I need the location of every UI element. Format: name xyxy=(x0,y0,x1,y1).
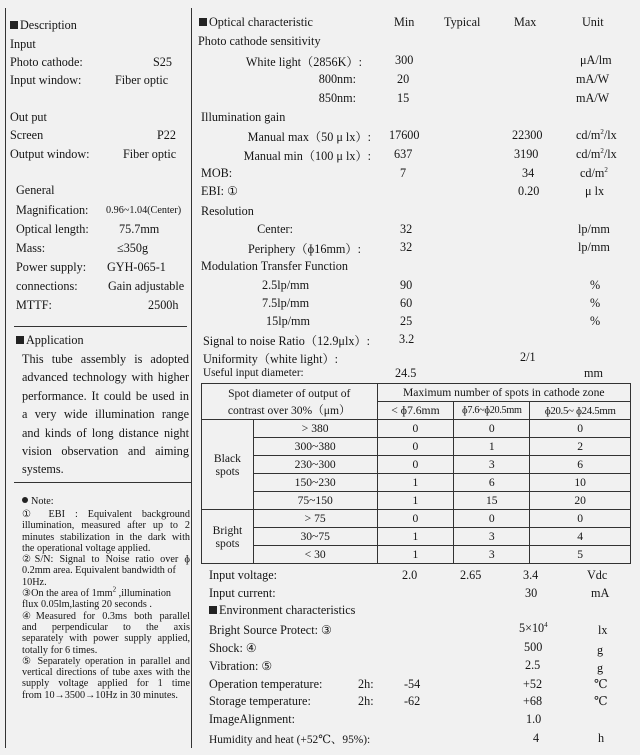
useful-diameter-unit: mm xyxy=(584,366,603,380)
spots-table xyxy=(201,383,631,564)
table-cell: 2 xyxy=(530,438,631,456)
table-row xyxy=(202,474,631,492)
note-line: from 10→3500→10Hz in 30 minutes. xyxy=(22,689,178,701)
manual-max-label: Manual max（50 μ lx）: xyxy=(247,130,371,144)
mtf25-min: 90 xyxy=(400,278,413,292)
mtf-heading: Modulation Transfer Function xyxy=(201,259,348,273)
screen-value: P22 xyxy=(157,128,176,142)
note-line: the operational voltage applied. xyxy=(22,542,151,554)
note-line: illumination, measured after up to 2 xyxy=(22,520,190,532)
table-cell: 0 xyxy=(377,456,454,474)
note-title: Note: xyxy=(22,496,54,507)
table-row xyxy=(202,456,631,474)
mtf15-unit: % xyxy=(590,314,601,328)
spot-diameter-cell: 150~230 xyxy=(253,474,377,492)
table-cell: 0 xyxy=(530,510,631,528)
input-current-unit: mA xyxy=(591,586,610,600)
table-cell: 0 xyxy=(454,510,530,528)
note-text xyxy=(22,509,190,701)
application-line: and kinds of long distance night xyxy=(22,425,189,440)
input-current-max: 30 xyxy=(525,586,538,600)
bright-source-unit: lx xyxy=(598,623,608,637)
table-cell: 0 xyxy=(377,420,454,438)
table-cell: 0 xyxy=(454,420,530,438)
mttf-label: MTTF: xyxy=(16,298,52,312)
note-line: ②S/N: Signal to Noise ratio over ɸ xyxy=(22,554,190,566)
manual-max-min: 17600 xyxy=(389,128,420,142)
photo-cathode-value: S25 xyxy=(153,55,172,69)
input-voltage-typ: 2.65 xyxy=(460,568,482,582)
table-row xyxy=(202,384,631,402)
periphery-min: 32 xyxy=(400,240,413,254)
manual-max-unit: $cd/m^2/lx$ xyxy=(576,127,617,142)
snr-min: 3.2 xyxy=(399,332,415,346)
output-window-label: Output window: xyxy=(10,147,90,161)
uniformity-label: Uniformity（white light）: xyxy=(203,352,339,366)
photo-cathode-label: Photo cathode: xyxy=(10,55,83,69)
connections-value: Gain adjustable xyxy=(108,279,185,293)
zone1-header: < ɸ7.6mm xyxy=(377,402,454,420)
max-spots-header: Maximum number of spots in cathode zone xyxy=(377,384,631,402)
white-light-unit: μA/lm xyxy=(580,53,612,67)
nm800-label: 800nm: xyxy=(318,72,356,86)
power-supply-label: Power supply: xyxy=(16,260,87,274)
note-line: ⑤ Separately operation in parallel and xyxy=(22,655,190,667)
black-spots-label: Black spots xyxy=(202,420,254,510)
operation-temp-unit: ℃ xyxy=(594,677,608,691)
mtf15-min: 25 xyxy=(400,314,413,328)
col-min-header: Min xyxy=(394,15,415,29)
input-window-label: Input window: xyxy=(10,73,82,87)
mtf15-label: 15lp/mm xyxy=(266,314,311,328)
mtf75-label: 7.5lp/mm xyxy=(262,296,310,310)
center-min: 32 xyxy=(400,222,413,236)
bright-source-max: $5\times 10^4$ xyxy=(519,620,548,635)
spot-diameter-cell: < 30 xyxy=(253,546,377,564)
description-title: Description xyxy=(10,18,77,33)
col-typical-header: Typical xyxy=(444,15,481,29)
mob-max: 34 xyxy=(522,166,535,180)
shock-unit: g xyxy=(597,643,604,657)
table-cell: 10 xyxy=(530,474,631,492)
optical-length-label: Optical length: xyxy=(16,222,89,236)
input-voltage-max: 3.4 xyxy=(523,568,539,582)
table-cell: 4 xyxy=(530,528,631,546)
table-cell: 15 xyxy=(454,492,530,510)
bright-source-label: Bright Source Protect: ③ xyxy=(209,623,332,637)
humidity-label: Humidity and heat (+52℃、95%): xyxy=(209,734,371,746)
application-title: Application xyxy=(16,333,84,348)
table-cell: 3 xyxy=(454,528,530,546)
vibration-label: Vibration: ⑤ xyxy=(209,659,273,673)
spot-diameter-cell: 300~380 xyxy=(253,438,377,456)
center-unit: lp/mm xyxy=(578,222,610,236)
storage-temp-label: Storage temperature: xyxy=(209,694,311,708)
table-row xyxy=(202,438,631,456)
divider-general-application xyxy=(14,326,187,327)
table-cell: 1 xyxy=(377,474,454,492)
application-line: vision observation and aiming xyxy=(22,444,189,459)
manual-min-min: 637 xyxy=(394,147,413,161)
page-left-border xyxy=(5,8,6,748)
table-cell: 1 xyxy=(377,492,454,510)
note-line: vertical directions of tube axes with the xyxy=(22,667,190,679)
application-line: a very wide illumination range xyxy=(22,407,189,422)
table-cell: 1 xyxy=(377,546,454,564)
col-unit-header: Unit xyxy=(582,15,604,29)
spot-diameter-header: Spot diameter of output of contrast over 30%（μm） xyxy=(202,384,378,420)
input-heading: Input xyxy=(10,37,36,51)
application-line: systems. xyxy=(22,462,64,477)
table-cell: 6 xyxy=(454,474,530,492)
zone2-header: ɸ7.6~ɸ20.5mm xyxy=(454,402,530,420)
illumination-gain-heading: Illumination gain xyxy=(201,110,286,124)
connections-label: connections: xyxy=(16,279,78,293)
table-cell: 0 xyxy=(377,510,454,528)
table-cell: 1 xyxy=(454,438,530,456)
mtf75-min: 60 xyxy=(400,296,413,310)
center-label: Center: xyxy=(257,222,293,236)
white-light-label: White light（2856K）: xyxy=(245,55,362,69)
table-row xyxy=(202,546,631,564)
note-line: ① EBI : Equivalent background xyxy=(22,509,190,520)
uniformity-max: 2/1 xyxy=(520,350,536,364)
manual-max-max: 22300 xyxy=(512,128,543,142)
note-line: supply voltage applied for 1 time xyxy=(22,678,190,690)
mob-label: MOB: xyxy=(201,166,233,180)
spot-diameter-cell: 75~150 xyxy=(253,492,377,510)
magnification-label: Magnification: xyxy=(16,203,89,217)
divider-application-note xyxy=(14,482,191,483)
mtf75-unit: % xyxy=(590,296,601,310)
mass-label: Mass: xyxy=(16,241,46,255)
vibration-unit: g xyxy=(597,661,604,675)
shock-label: Shock: ④ xyxy=(209,641,257,655)
shock-max: 500 xyxy=(524,640,543,654)
zone3-header: ɸ20.5~ ɸ24.5mm xyxy=(530,402,631,420)
storage-temp-duration: 2h: xyxy=(358,694,374,708)
application-line: advanced technology with higher xyxy=(22,370,189,385)
table-cell: 1 xyxy=(377,528,454,546)
nm850-label: 850nm: xyxy=(318,91,356,105)
table-cell: 0 xyxy=(530,420,631,438)
mttf-value: 2500h xyxy=(148,298,179,312)
table-cell: 6 xyxy=(530,456,631,474)
table-cell: 3 xyxy=(454,456,530,474)
resolution-heading: Resolution xyxy=(201,204,254,218)
spot-diameter-cell: 230~300 xyxy=(253,456,377,474)
periphery-label: Periphery（ɸ16mm）: xyxy=(247,242,361,256)
useful-diameter-min: 24.5 xyxy=(395,366,417,380)
mob-min: 7 xyxy=(400,166,407,180)
photo-sensitivity-heading: Photo cathode sensitivity xyxy=(198,34,321,48)
note-line: separately with power supply applied, xyxy=(22,633,190,645)
environment-title: Environment characteristics xyxy=(209,603,355,618)
note-line: flux 0.05lm,lasting 20 seconds . xyxy=(22,599,152,611)
table-cell: 20 xyxy=(530,492,631,510)
note-line: 0.2mm area. Equivalent bandwidth of xyxy=(22,565,176,577)
table-row xyxy=(202,528,631,546)
table-row xyxy=(202,492,631,510)
power-supply-value: GYH-065-1 xyxy=(107,260,166,274)
nm800-min: 20 xyxy=(397,72,410,86)
manual-min-label: Manual min（100 μ lx）: xyxy=(243,149,371,163)
operation-temp-max: +52 xyxy=(523,677,543,691)
snr-label: Signal to noise Ratio（12.9μlx）: xyxy=(203,334,371,348)
mtf25-unit: % xyxy=(590,278,601,292)
nm800-unit: mA/W xyxy=(576,72,610,86)
storage-temp-min: -62 xyxy=(404,694,421,708)
storage-temp-max: +68 xyxy=(523,694,543,708)
magnification-value: 0.96~1.04(Center) xyxy=(106,205,182,216)
operation-temp-duration: 2h: xyxy=(358,677,374,691)
table-cell: 5 xyxy=(530,546,631,564)
image-alignment-label: ImageAlignment: xyxy=(209,712,295,726)
periphery-unit: lp/mm xyxy=(578,240,610,254)
input-voltage-label: Input voltage: xyxy=(209,568,278,582)
operation-temp-min: -54 xyxy=(404,677,421,691)
output-window-value: Fiber optic xyxy=(123,147,177,161)
input-window-value: Fiber optic xyxy=(115,73,169,87)
table-cell: 0 xyxy=(377,438,454,456)
manual-min-max: 3190 xyxy=(514,147,539,161)
optical-title: Optical characteristic xyxy=(199,15,313,30)
mtf25-label: 2.5lp/mm xyxy=(262,278,310,292)
humidity-max: 4 xyxy=(533,731,540,745)
screen-label: Screen xyxy=(10,128,44,142)
ebi-max: 0.20 xyxy=(518,184,540,198)
application-line: This tube assembly is adopted xyxy=(22,352,189,366)
table-row xyxy=(202,510,631,528)
manual-min-unit: $cd/m^2/lx$ xyxy=(576,146,617,161)
ebi-label: EBI: ① xyxy=(201,184,238,198)
storage-temp-unit: ℃ xyxy=(594,694,608,708)
bright-spots-label: Bright spots xyxy=(202,510,254,564)
ebi-unit: μ lx xyxy=(585,184,605,198)
humidity-unit: h xyxy=(598,731,605,745)
note-line: minutes stabilization in the dark with xyxy=(22,531,190,543)
mob-unit: $cd/m^2$ xyxy=(580,165,608,180)
note-line: ③On the area of $1mm^2$ ,illumination xyxy=(22,585,172,600)
note-line: ④Measured for 0.3ms both parallel xyxy=(22,610,190,622)
input-voltage-min: 2.0 xyxy=(402,568,418,582)
table-cell: 3 xyxy=(454,546,530,564)
operation-temp-label: Operation temperature: xyxy=(209,677,323,691)
useful-diameter-label: Useful input diameter: xyxy=(203,367,304,379)
nm850-unit: mA/W xyxy=(576,91,610,105)
column-divider xyxy=(191,8,192,748)
spot-diameter-cell: 30~75 xyxy=(253,528,377,546)
output-heading: Out put xyxy=(10,110,47,124)
spot-diameter-cell: > 380 xyxy=(253,420,377,438)
application-text xyxy=(22,350,189,479)
col-max-header: Max xyxy=(514,15,537,29)
image-alignment-max: 1.0 xyxy=(526,712,542,726)
table-row xyxy=(202,420,631,438)
input-voltage-unit: Vdc xyxy=(587,568,608,582)
optical-length-value: 75.7mm xyxy=(119,222,160,236)
application-line: performance. It could be used in xyxy=(22,388,189,403)
mass-value: ≤350g xyxy=(117,241,149,255)
note-line: 10Hz. xyxy=(22,576,47,588)
note-line: totally for 6 times. xyxy=(22,644,98,656)
input-current-label: Input current: xyxy=(209,586,276,600)
general-heading: General xyxy=(16,183,55,197)
nm850-min: 15 xyxy=(397,91,410,105)
note-line: and perpendicular to the axis xyxy=(22,621,190,633)
vibration-max: 2.5 xyxy=(525,658,541,672)
white-light-min: 300 xyxy=(395,53,414,67)
spot-diameter-cell: > 75 xyxy=(253,510,377,528)
